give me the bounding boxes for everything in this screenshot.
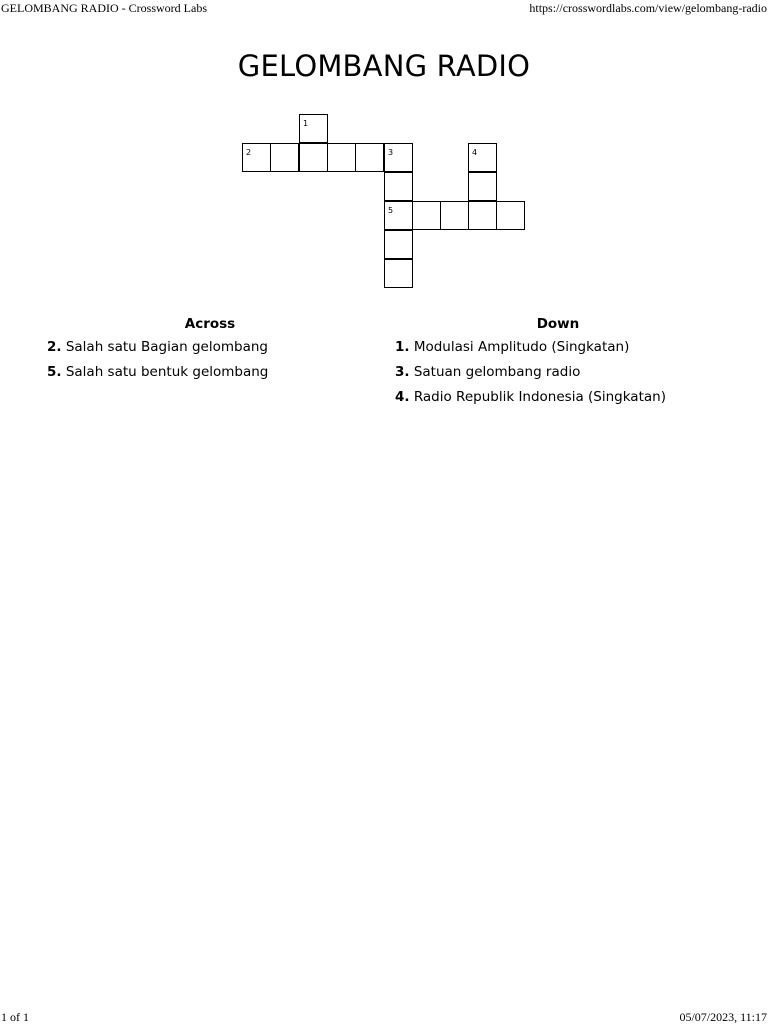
grid-cell[interactable] [384, 259, 413, 288]
print-datetime: 05/07/2023, 11:17 [679, 1010, 767, 1024]
grid-cell[interactable] [299, 143, 328, 172]
clue-text: Salah satu bentuk gelombang [65, 364, 269, 380]
across-heading: Across [184, 316, 236, 332]
grid-cell[interactable] [242, 143, 271, 172]
clue-text: Salah satu Bagian gelombang [65, 339, 268, 355]
cell-number: 5 [388, 206, 394, 215]
clue-number: 4. [395, 389, 410, 405]
grid-cell[interactable] [327, 143, 356, 172]
clue-text: Radio Republik Indonesia (Singkatan) [413, 389, 666, 405]
cell-number: 3 [388, 148, 394, 157]
clue-item [395, 389, 721, 406]
crossword-grid [0, 0, 768, 300]
grid-cell[interactable] [384, 201, 413, 230]
clue-text: Satuan gelombang radio [413, 364, 581, 380]
clue-item [395, 339, 721, 356]
clue-item [47, 364, 373, 381]
clue-number: 2. [47, 339, 62, 355]
cell-number: 2 [246, 148, 252, 157]
clue-number: 1. [395, 339, 410, 355]
grid-cell[interactable] [468, 201, 497, 230]
clue-text: Modulasi Amplitudo (Singkatan) [413, 339, 630, 355]
print-header-title: GELOMBANG RADIO - Crossword Labs [1, 1, 207, 15]
clue-item [47, 339, 373, 356]
print-footer [0, 1010, 768, 1024]
cell-number: 4 [472, 148, 478, 157]
grid-cell[interactable] [270, 143, 299, 172]
grid-cell[interactable] [384, 230, 413, 259]
grid-cell[interactable] [384, 172, 413, 201]
page-count: 1 of 1 [1, 1010, 29, 1024]
grid-cell[interactable] [468, 143, 497, 172]
down-clues [395, 316, 721, 414]
print-header-url: https://crosswordlabs.com/view/gelombang-radio [529, 1, 767, 15]
grid-cell[interactable] [355, 143, 384, 172]
across-clues [47, 316, 373, 389]
clue-number: 3. [395, 364, 410, 380]
grid-cell[interactable] [496, 201, 525, 230]
clue-number: 5. [47, 364, 62, 380]
puzzle-title: GELOMBANG RADIO [237, 49, 531, 83]
grid-cell[interactable] [299, 114, 328, 143]
clue-item [395, 364, 721, 381]
grid-cell[interactable] [384, 143, 413, 172]
cell-number: 1 [303, 119, 309, 128]
down-heading: Down [536, 316, 580, 332]
grid-cell[interactable] [468, 172, 497, 201]
grid-cell[interactable] [440, 201, 469, 230]
grid-cell[interactable] [412, 201, 441, 230]
